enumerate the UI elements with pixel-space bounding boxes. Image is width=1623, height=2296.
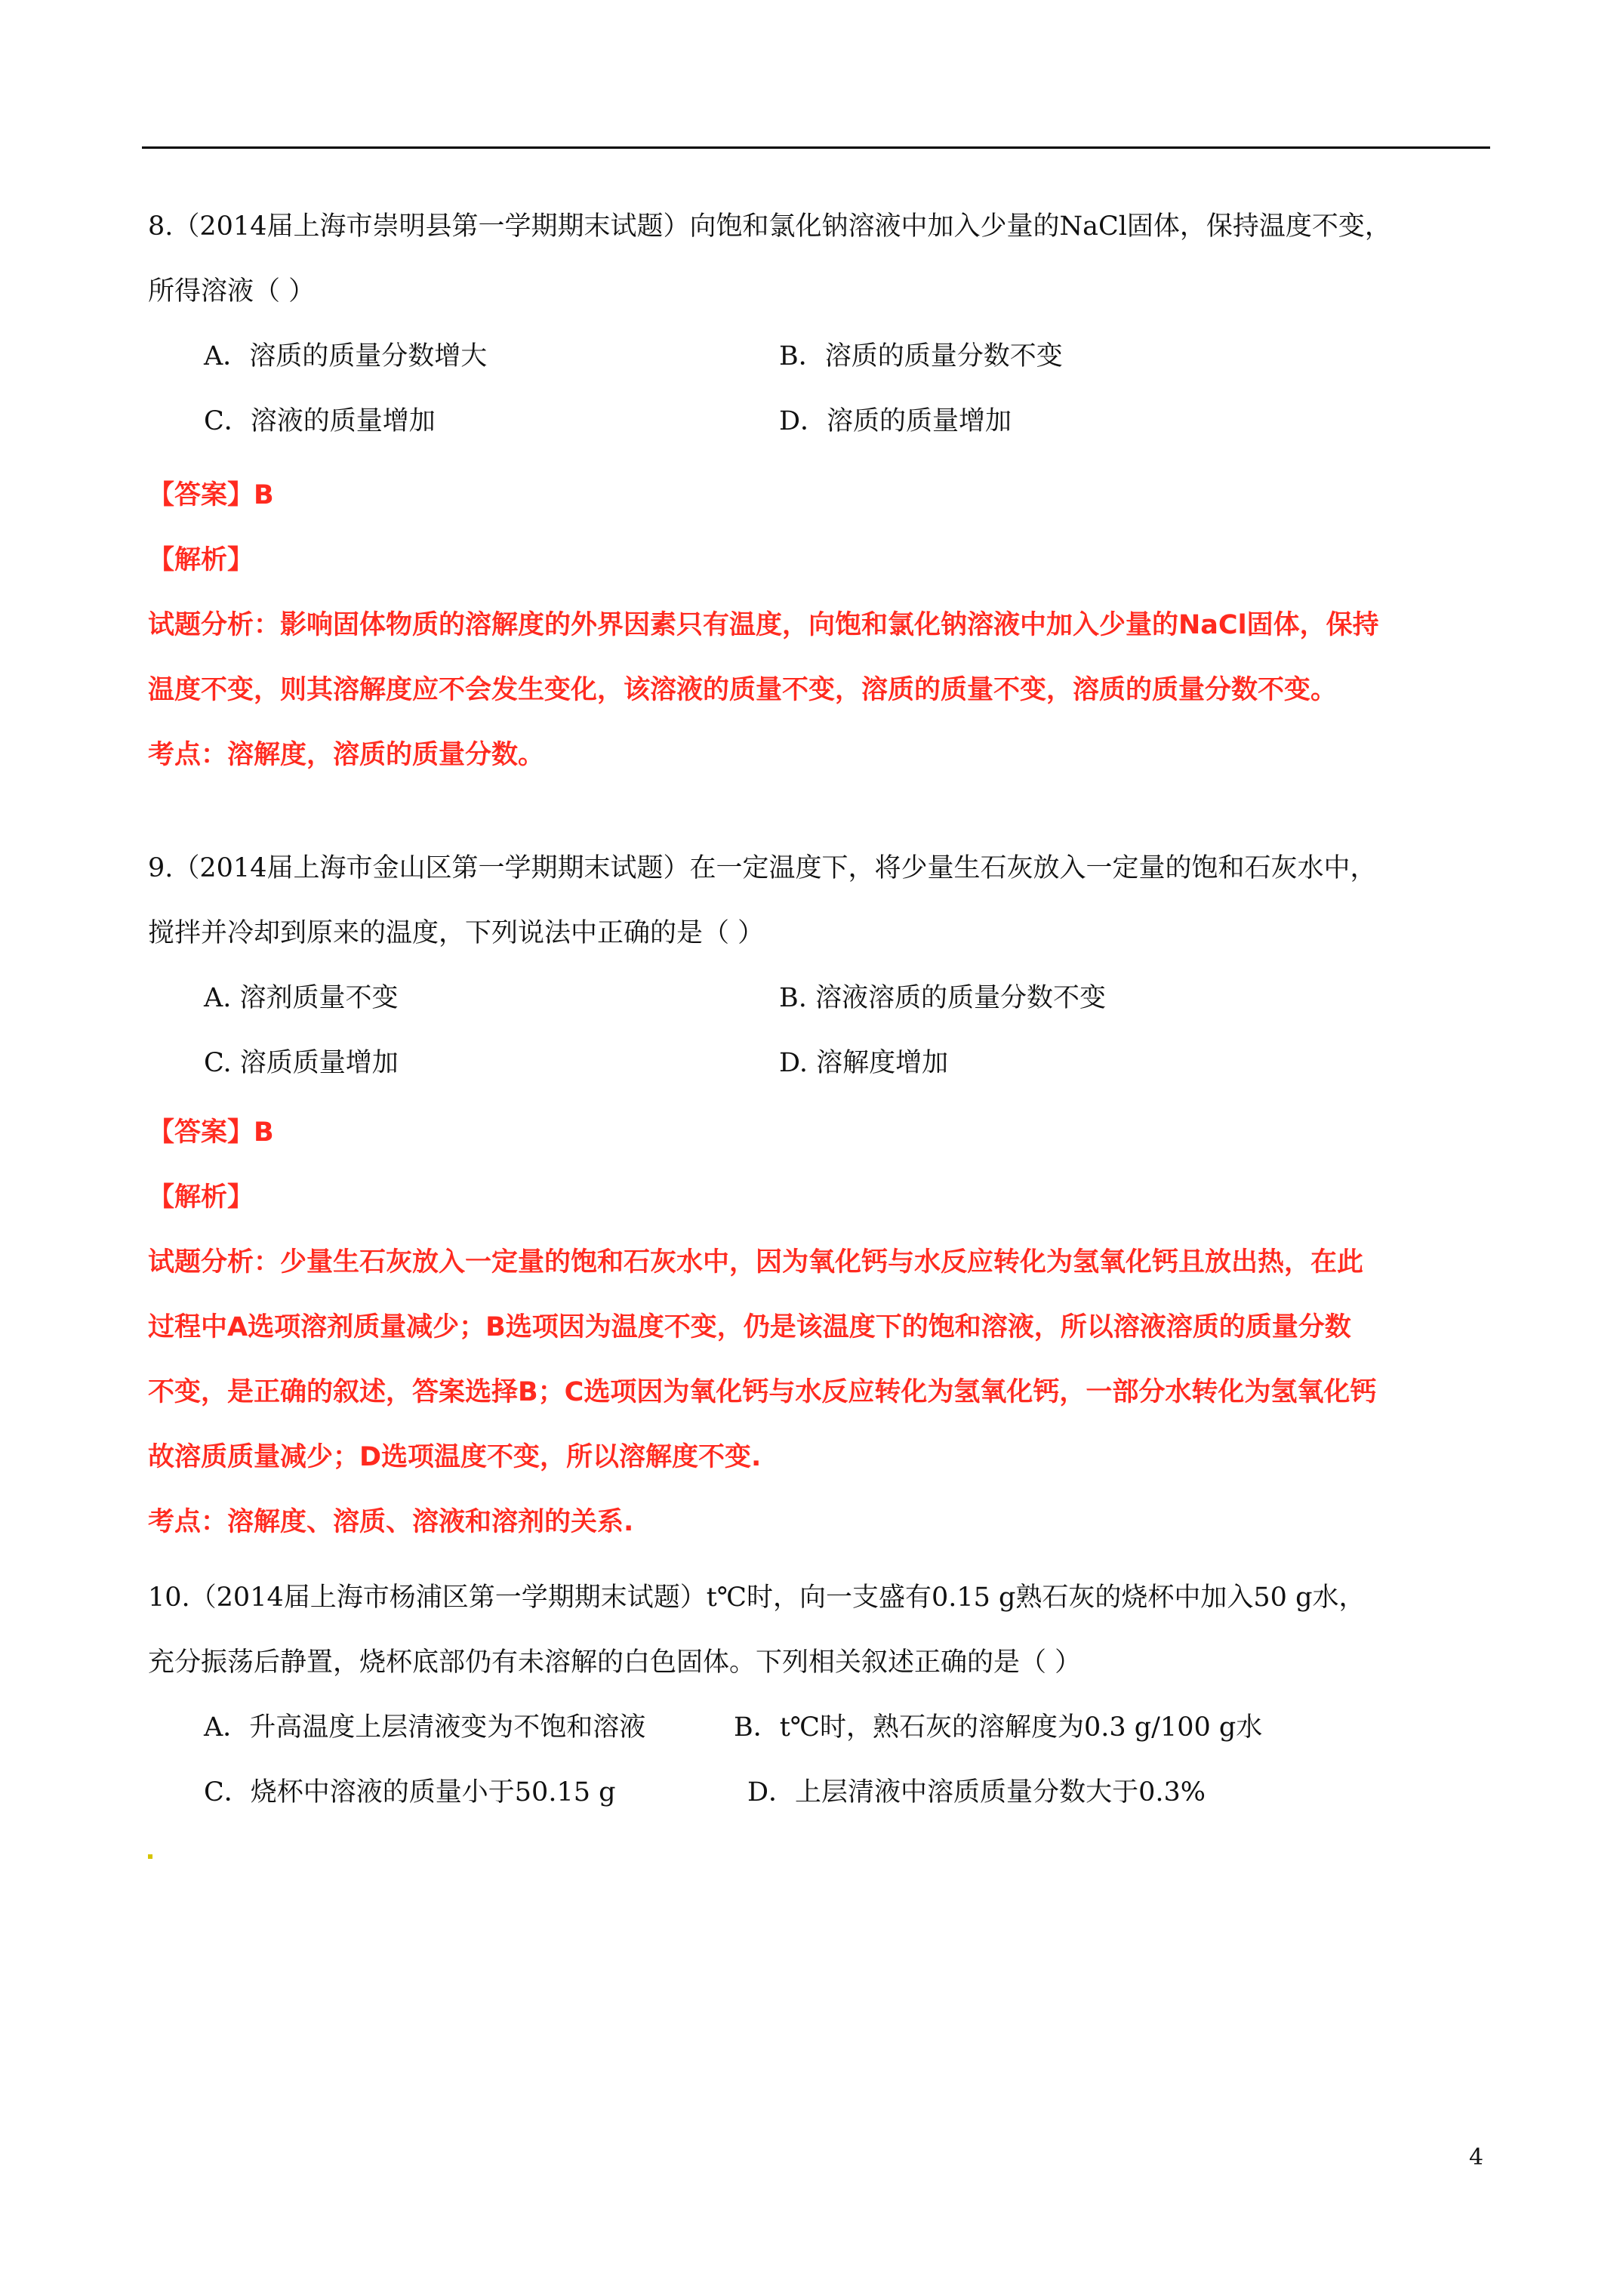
q9-analysis-label: 【解析】	[148, 1182, 254, 1213]
q8-option-a: A．溶质的质量分数增大	[204, 341, 488, 371]
q9-option-a: A. 溶剂质量不变	[204, 983, 399, 1013]
q9-answer: 【答案】B	[148, 1117, 274, 1148]
q10-option-d: D．上层清液中溶质质量分数大于0.3%	[747, 1777, 1206, 1808]
q9-analysis-line-2: 过程中A选项溶剂质量减少；B选项因为温度不变，仍是该温度下的饱和溶液，所以溶液溶质的质量分数	[148, 1312, 1351, 1342]
page-number: 4	[1469, 2144, 1484, 2171]
q9-analysis-line-4: 故溶质质量减少；D选项温度不变，所以溶解度不变.	[148, 1442, 762, 1472]
q10-option-a: A．升高温度上层清液变为不饱和溶液	[204, 1712, 646, 1743]
header-rule	[142, 146, 1490, 149]
q9-stem-line-2: 搅拌并冷却到原来的温度，下列说法中正确的是（ ）	[148, 918, 765, 948]
q8-analysis-line-2: 温度不变，则其溶解度应不会发生变化，该溶液的质量不变，溶质的质量不变，溶质的质量分数不变。	[148, 675, 1338, 705]
q9-stem-line-1: 9.（2014届上海市金山区第一学期期末试题）在一定温度下，将少量生石灰放入一定量的饱和石灰水中，	[148, 853, 1377, 883]
q9-analysis-line-1: 试题分析：少量生石灰放入一定量的饱和石灰水中，因为氧化钙与水反应转化为氢氧化钙且放出热，在此	[148, 1247, 1364, 1277]
q9-analysis-topic: 考点：溶解度、溶质、溶液和溶剂的关系.	[148, 1507, 634, 1537]
q8-analysis-label: 【解析】	[148, 545, 254, 575]
stray-mark	[148, 1854, 152, 1859]
q8-stem-line-2: 所得溶液（ ）	[148, 276, 316, 307]
q8-stem-line-1: 8.（2014届上海市崇明县第一学期期末试题）向饱和氯化钠溶液中加入少量的NaCl固体，保持温度不变，	[148, 211, 1391, 242]
q8-analysis-topic: 考点：溶解度，溶质的质量分数。	[148, 740, 545, 770]
q10-option-b: B．t℃时，熟石灰的溶解度为0.3 g/100 g水	[734, 1712, 1263, 1743]
q8-option-d: D．溶质的质量增加	[779, 406, 1012, 436]
q9-analysis-line-3: 不变，是正确的叙述，答案选择B；C选项因为氧化钙与水反应转化为氢氧化钙，一部分水转化为氢氧化钙	[148, 1377, 1377, 1407]
q9-option-b: B. 溶液溶质的质量分数不变	[779, 983, 1106, 1013]
q10-stem-line-2: 充分振荡后静置，烧杯底部仍有未溶解的白色固体。下列相关叙述正确的是（ ）	[148, 1647, 1082, 1678]
q8-option-b: B．溶质的质量分数不变	[779, 341, 1063, 371]
q8-analysis-line-1: 试题分析：影响固体物质的溶解度的外界因素只有温度，向饱和氯化钠溶液中加入少量的NaCl固体，保持	[148, 610, 1379, 640]
q8-option-c: C．溶液的质量增加	[204, 406, 436, 436]
q9-option-d: D. 溶解度增加	[779, 1048, 949, 1078]
q9-option-c: C. 溶质质量增加	[204, 1048, 399, 1078]
q8-answer: 【答案】B	[148, 480, 274, 510]
q10-option-c: C．烧杯中溶液的质量小于50.15 g	[204, 1777, 616, 1808]
q10-stem-line-1: 10.（2014届上海市杨浦区第一学期期末试题）t℃时，向一支盛有0.15 g熟石灰的烧杯中加入50 g水，	[148, 1583, 1366, 1613]
